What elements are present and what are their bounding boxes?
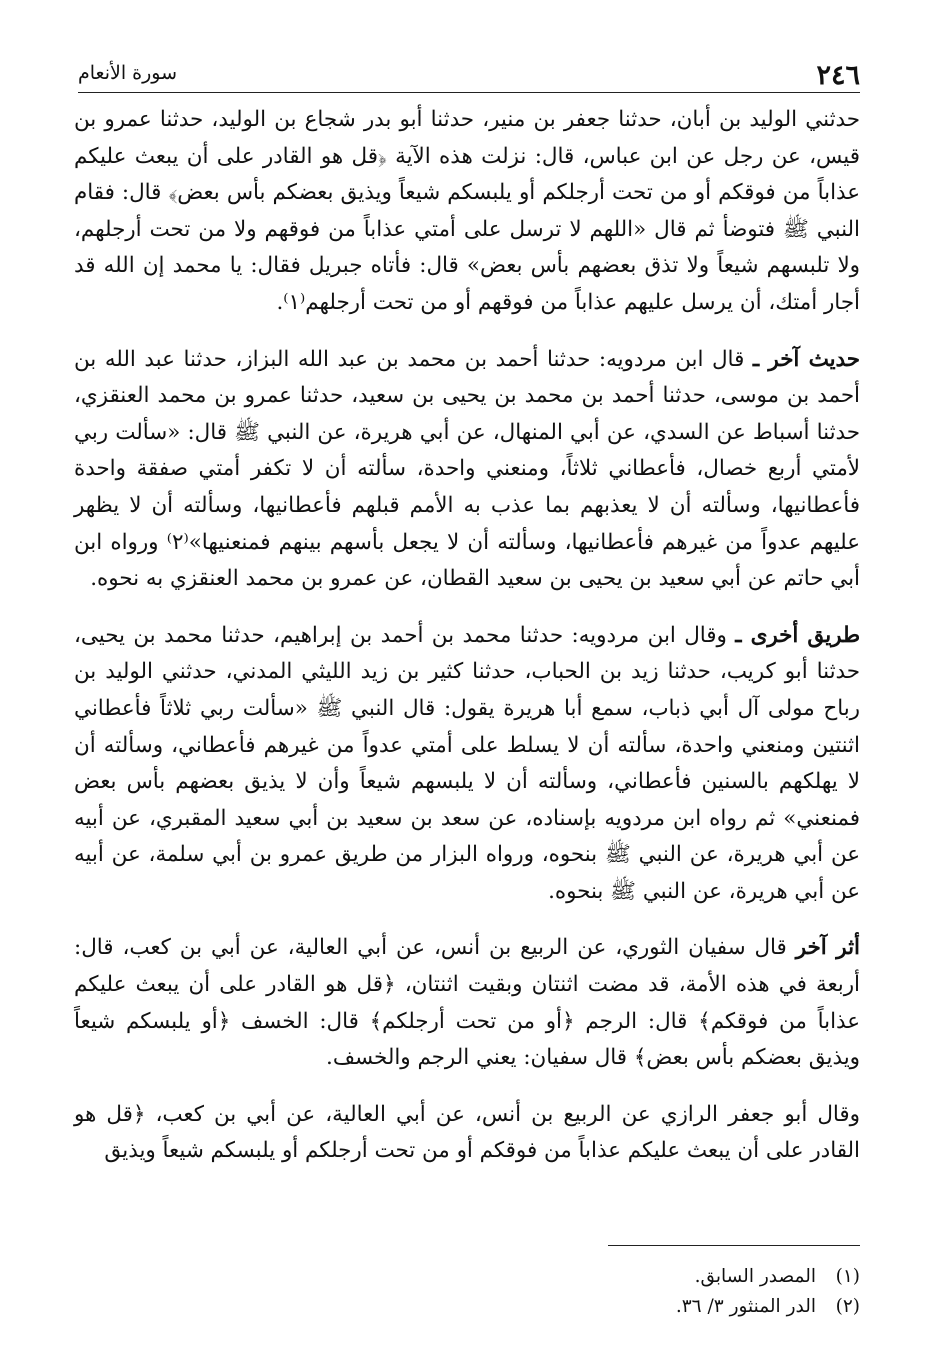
footnote [300, 1292, 860, 1322]
paragraph-text: قال ابن مردويه: حدثنا أحمد بن محمد بن عبد الله البزاز، حدثنا عبد الله بن أحمد بن موسى، حدثنا أحمد بن محمد بن يحيى بن سعيد، حدثنا عمرو بن محمد العنقزي، حدثنا أسباط عن السدي، عن أبي المنهال، عن أبي هريرة، عن النبي ﷺ قال: «سألت ربي لأمتي أربع خصال، فأعطاني ثلاثاً، ومنعني واحدة، سألته أن لا تكفر أمتي صفقة واحدة فأعطانيها، وسألته أن لا يعذبهم بما عذب به الأمم قبلهم فأعطانيها، وسألته أن لا يظهر عليهم عدواً من غيرهم فأعطانيها، وسألته أن لا يجعل بأسهم بينهم فمنعنيها»⁽٢⁾ ورواه ابن أبي حاتم عن أبي سعيد بن يحيى بن سعيد القطان، عن عمرو بن محمد العنقزي به نحوه. [74, 346, 861, 592]
paragraph [74, 618, 860, 911]
footnote-text: الدر المنثور ٣/ ٣٦. [675, 1296, 816, 1317]
surah-title: سورة الأنعام [78, 62, 178, 84]
paragraph-lead: أثر آخر [795, 935, 860, 961]
paragraph [74, 342, 860, 598]
footnote-number: (١) [835, 1266, 860, 1287]
paragraph [74, 102, 860, 322]
page-number: ٢٤٦ [816, 60, 860, 91]
paragraph-text: وقال أبو جعفر الرازي عن الربيع بن أنس، عن أبي العالية، عن أبي بن كعب، ﴿قل هو القادر على أن يبعث عليكم عذاباً من فوقكم أو من تحت أرجلكم أو يلبسكم شيعاً ويذيق [74, 1101, 860, 1164]
paragraph-lead: حديث آخر ـ [752, 346, 861, 372]
footnote [300, 1262, 860, 1292]
paragraph [74, 930, 860, 1076]
footnotes [300, 1262, 860, 1322]
paragraph-text: قال سفيان الثوري، عن الربيع بن أنس، عن أبي العالية، عن أبي بن كعب، قال: أربعة في هذه الأمة، قد مضت اثنتان وبقيت اثنتان، ﴿قل هو القادر على أن يبعث عليكم عذاباً من فوقكم﴾ قال: الرجم ﴿أو من تحت أرجلكم﴾ قال: الخسف ﴿أو يلبسكم شيعاً ويذيق بعضكم بأس بعض﴾ قال سفيان: يعني الرجم والخسف. [74, 935, 860, 1071]
footnote-number: (٢) [835, 1296, 860, 1317]
main-text [74, 102, 860, 1170]
paragraph-lead: طريق أخرى ـ [735, 622, 860, 648]
paragraph-text: حدثني الوليد بن أبان، حدثنا جعفر بن منير، حدثنا أبو بدر شجاع بن الوليد، حدثنا عمرو بن قيس، عن رجل عن ابن عباس، قال: نزلت هذه الآية ﴿قل هو القادر على أن يبعث عليكم عذاباً من فوقكم أو من تحت أرجلكم أو يلبسكم شيعاً ويذيق بعضكم بأس بعض﴾ قال: فقام النبي ﷺ فتوضأ ثم قال «اللهم لا ترسل على أمتي عذاباً من فوقهم ولا من تحت أرجلهم، ولا تلبسهم شيعاً ولا تذق بعضهم بأس بعض» قال: فأتاه جبريل فقال: يا محمد إن الله قد أجار أمتك، أن يرسل عليهم عذاباً من فوقهم أو من تحت أرجلهم⁽١⁾. [74, 107, 860, 315]
paragraph [74, 1097, 860, 1170]
running-header [78, 56, 860, 93]
paragraph-text: وقال ابن مردويه: حدثنا محمد بن أحمد بن إبراهيم، حدثنا محمد بن يحيى، حدثنا أبو كريب، حدثنا زيد بن الحباب، حدثنا كثير بن زيد الليثي المدني، حدثني الوليد بن رباح مولى آل أبي ذباب، سمع أبا هريرة يقول: قال النبي ﷺ «سألت ربي ثلاثاً فأعطاني اثنتين ومنعني واحدة، سألته أن لا يسلط على أمتي عدواً من غيرهم فأعطاني، وسألته أن لا يهلكهم بالسنين فأعطاني، وسألته أن لا يلبسهم شيعاً وأن لا يذيق بعضهم بأس بعض فمنعني» ثم رواه ابن مردويه بإسناده، عن سعد بن سعيد بن أبي سعيد المقبري، عن أبيه عن أبي هريرة، عن النبي ﷺ بنحوه، ورواه البزار من طريق عمرو بن أبي سلمة، عن أبيه عن أبي هريرة، عن النبي ﷺ بنحوه. [74, 622, 860, 904]
footnote-divider [608, 1245, 860, 1246]
footnote-text: المصدر السابق. [694, 1266, 816, 1287]
